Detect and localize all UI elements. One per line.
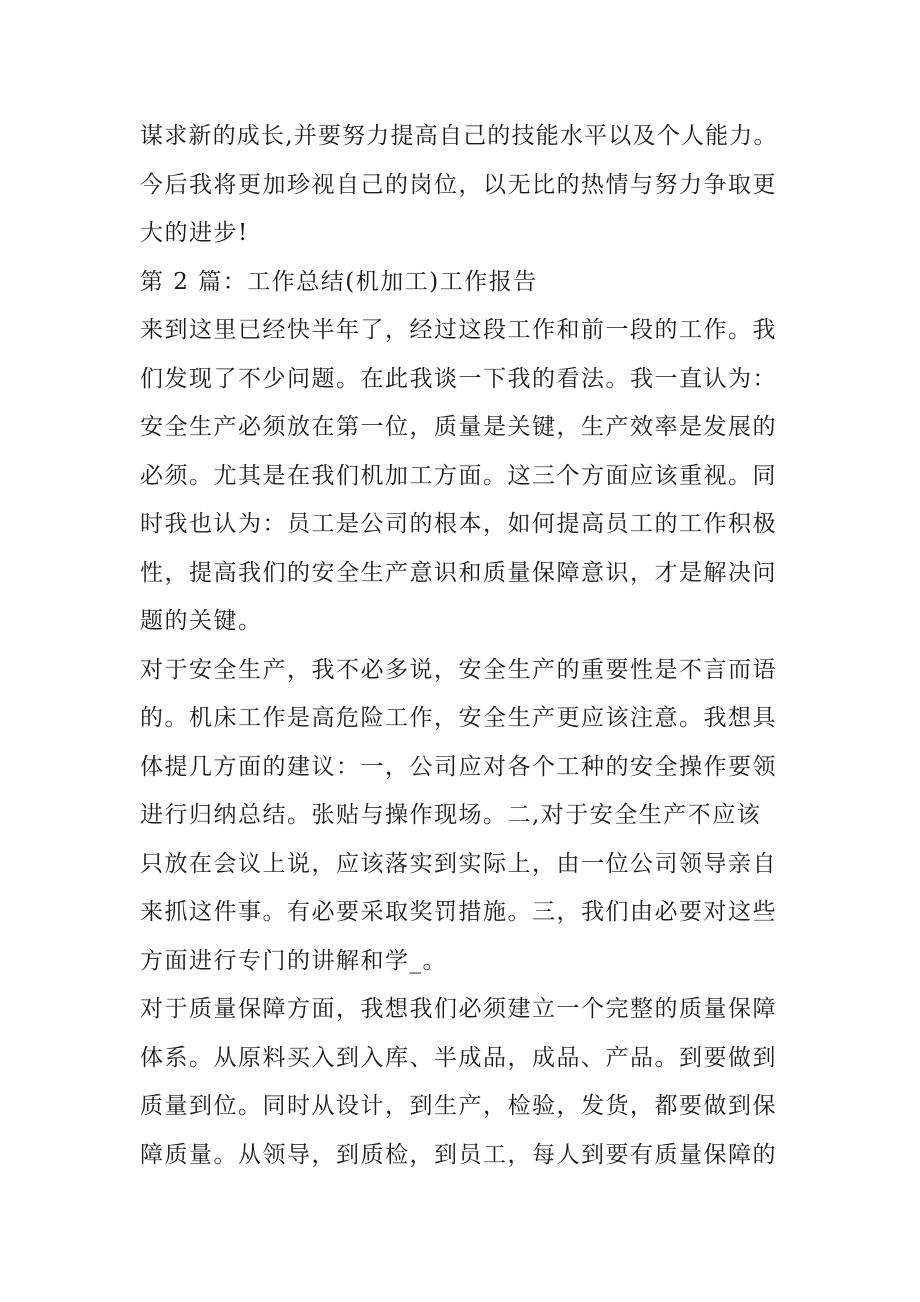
text-line: 时我也认为：员工是公司的根本，如何提高员工的工作积极 xyxy=(140,511,777,537)
text-line: 质量到位。同时从设计，到生产，检验，发货，都要做到保 xyxy=(140,1093,777,1119)
text-line: 方面进行专门的讲解和学_。 xyxy=(140,947,447,974)
text-line: 必须。尤其是在我们机加工方面。这三个方面应该重视。同 xyxy=(140,462,777,489)
text-line: 体提几方面的建议：一，公司应对各个工种的安全操作要领 xyxy=(140,753,777,780)
text-line: 今后我将更加珍视自己的岗位，以无比的热情与努力争取更 xyxy=(140,171,777,198)
text-line: 性，提高我们的安全生产意识和质量保障意识，才是解决问 xyxy=(140,559,777,586)
document-body xyxy=(140,112,860,1179)
text-line: 来抓这件事。有必要采取奖罚措施。三，我们由必要对这些 xyxy=(140,899,777,925)
text-line: 障质量。从领导，到质检，到员工，每人到要有质量保障的 xyxy=(140,1141,777,1168)
text-line: 只放在会议上说，应该落实到实际上，由一位公司领导亲自 xyxy=(140,850,777,877)
text-line: 来到这里已经快半年了，经过这段工作和前一段的工作。我 xyxy=(140,317,777,343)
text-line: 谋求新的成长,并要努力提高自己的技能水平以及个人能力。 xyxy=(140,123,778,149)
text-line: 体系。从原料买入到入库、半成品，成品、产品。到要做到 xyxy=(140,1044,777,1071)
text-line: 大的进步! xyxy=(140,220,249,246)
text-line: 们发现了不少问题。在此我谈一下我的看法。我一直认为： xyxy=(140,365,777,392)
text-line: 的。机床工作是高危险工作，安全生产更应该注意。我想具 xyxy=(140,705,777,731)
text-line: 题的关键。 xyxy=(140,608,263,634)
text-line: 进行归纳总结。张贴与操作现场。二,对于安全生产不应该 xyxy=(140,802,762,828)
text-line: 对于安全生产，我不必多说，安全生产的重要性是不言而语 xyxy=(140,656,777,683)
text-line: 安全生产必须放在第一位，质量是关键，生产效率是发展的 xyxy=(140,414,777,440)
section-heading: 第 2 篇：工作总结(机加工)工作报告 xyxy=(140,268,538,295)
text-line: 对于质量保障方面，我想我们必须建立一个完整的质量保障 xyxy=(140,996,777,1022)
